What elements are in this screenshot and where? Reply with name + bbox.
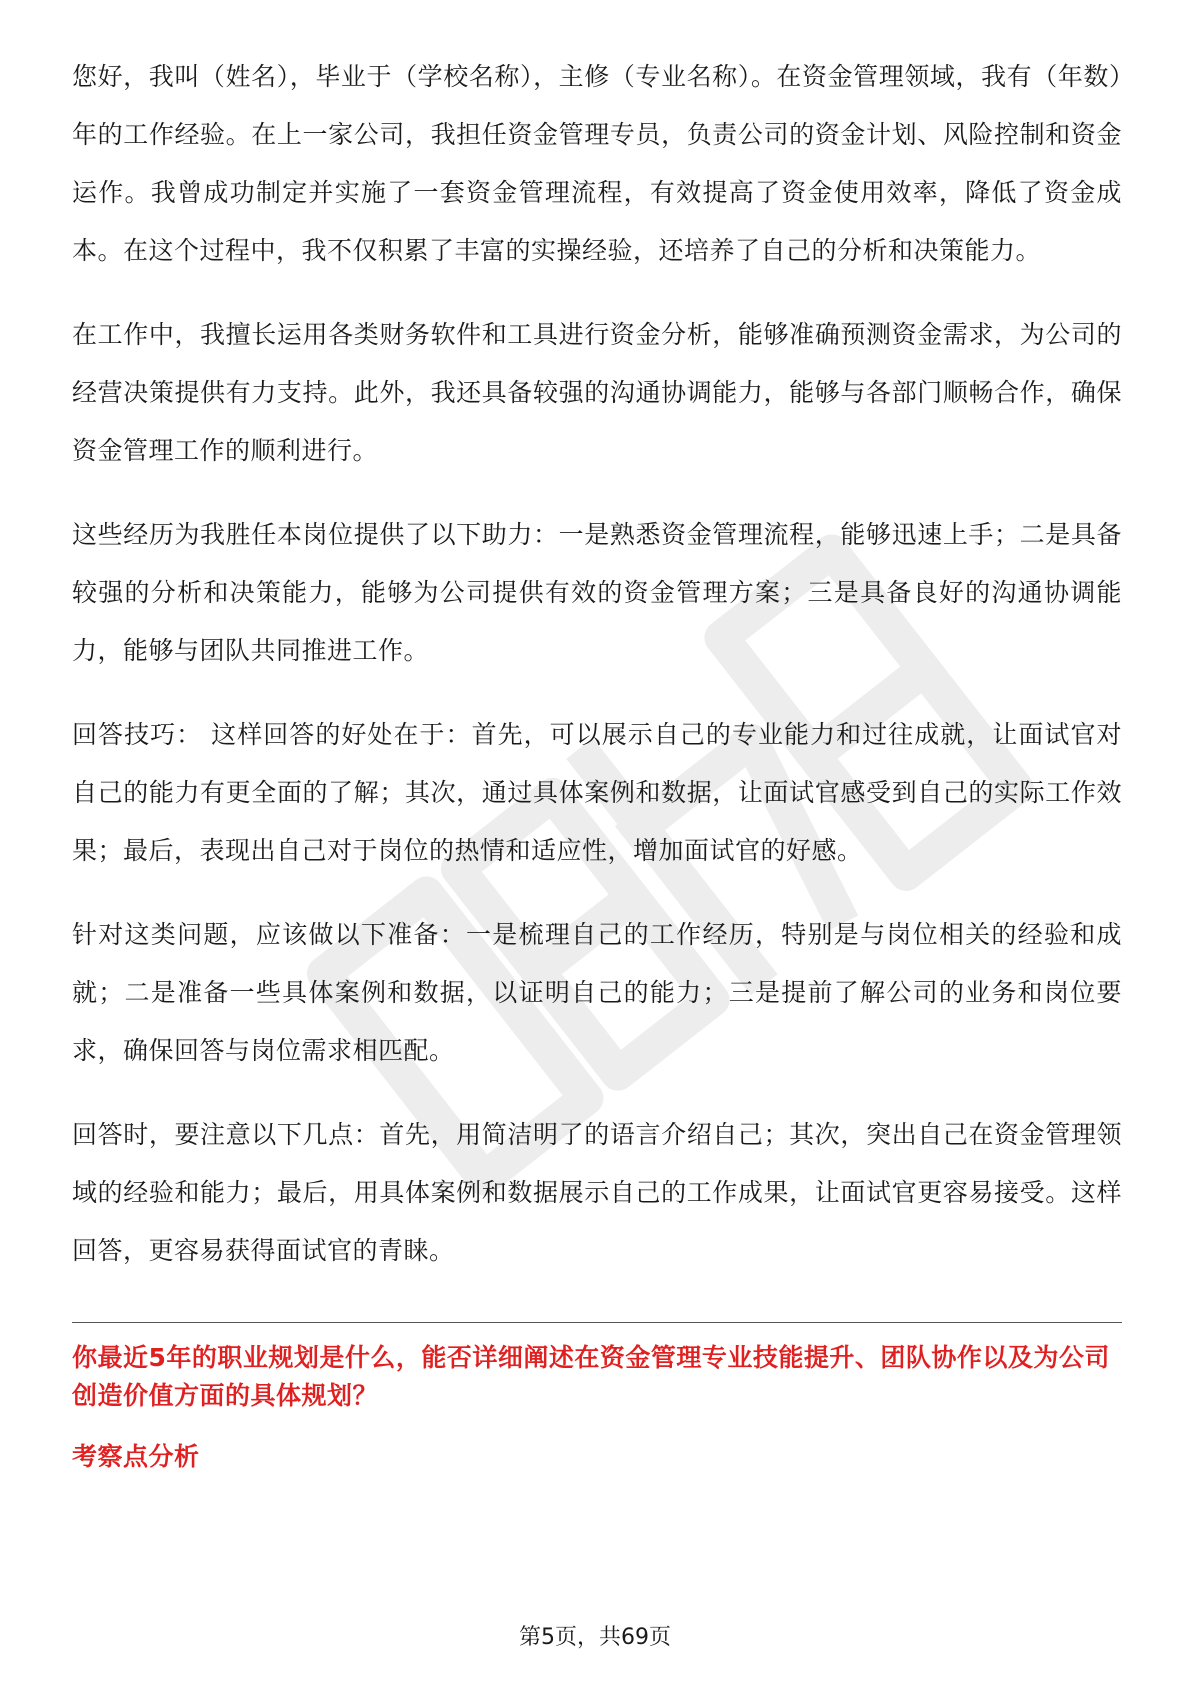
paragraph-job-fit: 这些经历为我胜任本岗位提供了以下助力：一是熟悉资金管理流程，能够迅速上手；二是具备较强的分析和决策能力，能够为公司提供有效的资金管理方案；三是具备良好的沟通协调能力，能够与团队共同推进工作。 [72, 520, 1122, 665]
page-number-footer: 第5页，共69页 [519, 1625, 671, 1650]
document-page [72, 48, 1122, 1473]
paragraph-preparation: 针对这类问题，应该做以下准备：一是梳理自己的工作经历，特别是与岗位相关的经验和成就；二是准备一些具体案例和数据，以证明自己的能力；三是提前了解公司的业务和岗位要求，确保回答与岗位需求相匹配。 [72, 920, 1122, 1065]
paragraph-answer-notes: 回答时，要注意以下几点：首先，用简洁明了的语言介绍自己；其次，突出自己在资金管理领域的经验和能力；最后，用具体案例和数据展示自己的工作成果，让面试官更容易接受。这样回答，更容易获得面试官的青睐。 [72, 1120, 1122, 1265]
paragraph-work-skills: 在工作中，我擅长运用各类财务软件和工具进行资金分析，能够准确预测资金需求，为公司的经营决策提供有力支持。此外，我还具备较强的沟通协调能力，能够与各部门顺畅合作，确保资金管理工作的顺利进行。 [72, 320, 1122, 465]
section-heading: 考察点分析 [72, 1442, 200, 1471]
section-divider [72, 1322, 1122, 1323]
interview-question: 你最近5年的职业规划是什么，能否详细阐述在资金管理专业技能提升、团队协作以及为公司创造价值方面的具体规划？ [72, 1343, 1110, 1410]
paragraph-self-introduction: 您好，我叫（姓名），毕业于（学校名称），主修（专业名称）。在资金管理领域，我有（年数）年的工作经验。在上一家公司，我担任资金管理专员，负责公司的资金计划、风险控制和资金运作。我曾成功制定并实施了一套资金管理流程，有效提高了资金使用效率，降低了资金成本。在这个过程中，我不仅积累了丰富的实操经验，还培养了自己的分析和决策能力。 [72, 62, 1122, 265]
paragraph-answer-tips: 回答技巧： 这样回答的好处在于：首先，可以展示自己的专业能力和过往成就，让面试官对自己的能力有更全面的了解；其次，通过具体案例和数据，让面试官感受到自己的实际工作效果；最后，表现出自己对于岗位的热情和适应性，增加面试官的好感。 [72, 720, 1122, 865]
